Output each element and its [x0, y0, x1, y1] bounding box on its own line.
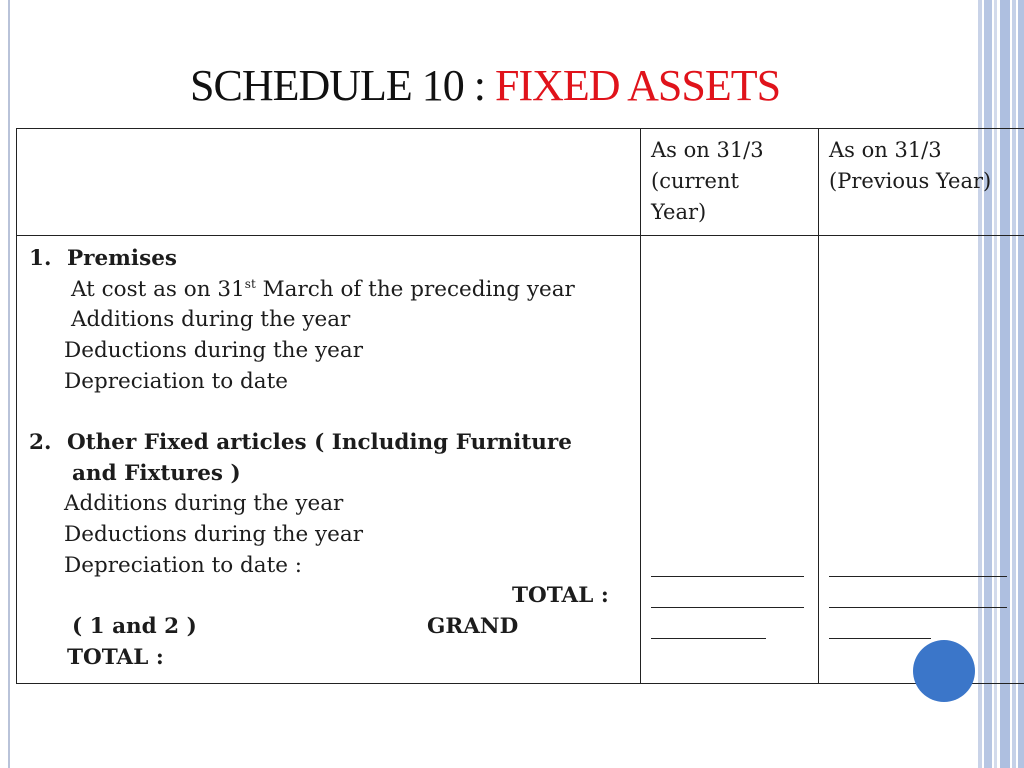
column-header-previous: [819, 129, 1024, 236]
current-header-line: Year): [651, 200, 707, 224]
section1-deductions: Deductions during the year: [64, 338, 364, 363]
section2-additions: Additions during the year: [64, 491, 344, 516]
particulars-cell: [17, 236, 641, 684]
current-header-line: As on 31/3: [651, 138, 764, 162]
section2-deductions: Deductions during the year: [64, 522, 364, 547]
left-border-line: [8, 0, 10, 768]
grand-total-underline: [829, 638, 931, 639]
section1-additions: Additions during the year: [71, 307, 351, 332]
decorative-circle: [913, 640, 975, 702]
one-and-two-label: ( 1 and 2 ): [72, 614, 197, 639]
current-year-cell: [641, 236, 819, 684]
section1-cost-line: At cost as on 31st March of the preceding year: [71, 277, 575, 302]
column-header-current: [641, 129, 819, 236]
section1-number: 1.: [29, 246, 52, 271]
schedule-table: [16, 128, 1024, 684]
section2-heading-line1: Other Fixed articles ( Including Furniture: [67, 430, 572, 455]
total-underline: [829, 607, 1007, 608]
previous-year-cell: [819, 236, 1024, 684]
total-label: TOTAL :: [512, 583, 609, 608]
grand-total-underline: [651, 638, 766, 639]
section1-depreciation: Depreciation to date: [64, 369, 288, 394]
previous-header-line: (Previous Year): [829, 169, 992, 193]
section2-heading-line2: and Fixtures ): [72, 461, 241, 486]
page-title: [190, 60, 780, 111]
total-underline: [651, 607, 804, 608]
header-row: [17, 129, 1024, 236]
section1-heading: Premises: [67, 246, 177, 271]
grand-total-label: TOTAL :: [67, 645, 164, 670]
total-underline: [829, 576, 1007, 577]
title-prefix: SCHEDULE 10 :: [190, 61, 485, 110]
section2-depreciation: Depreciation to date :: [64, 553, 303, 578]
header-blank-cell: [17, 129, 641, 236]
grand-label: GRAND: [427, 614, 519, 639]
body-row: [17, 236, 1024, 684]
title-highlight: FIXED ASSETS: [495, 61, 781, 110]
section2-number: 2.: [29, 430, 52, 455]
previous-header-line: As on 31/3: [829, 138, 942, 162]
current-header-line: (current: [651, 169, 739, 193]
total-underline: [651, 576, 804, 577]
